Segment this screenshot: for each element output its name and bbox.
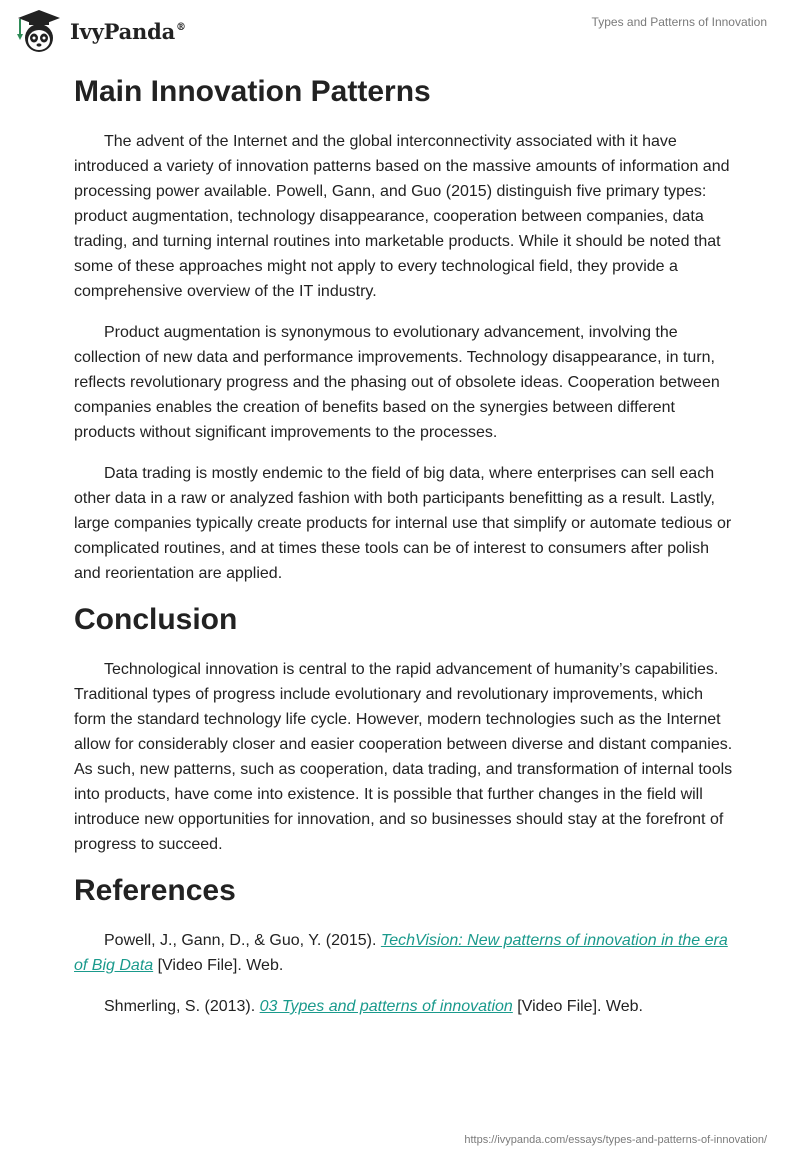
- reference-item: [74, 928, 734, 978]
- reference-prefix: Shmerling, S. (2013).: [104, 998, 260, 1015]
- reference-suffix: [Video File]. Web.: [512, 998, 643, 1015]
- reference-suffix: [Video File]. Web.: [153, 957, 284, 974]
- ivypanda-logo[interactable]: [14, 8, 186, 54]
- paragraph: The advent of the Internet and the global interconnectivity associated with it have introduced a variety of innovation patterns based on the massive amounts of information and processing power available. Powell, Gann, and Guo (2015) distinguish five primary types: product augmentation, technology disappearance, cooperation between companies, data trading, and turning internal routines into marketable products. While it should be noted that some of these approaches might not apply to every technological field, they provide a comprehensive overview of the IT industry.: [74, 133, 730, 300]
- paragraph: Data trading is mostly endemic to the field of big data, where enterprises can sell each other data in a raw or analyzed fashion with both participants benefitting as a result. Lastly, large companies typically create products for internal use that simplify or automate tedious or complicated routines, and at times these tools can be of interest to consumers after polish and reorientation are applied.: [74, 465, 732, 582]
- reference-link[interactable]: 03 Types and patterns of innovation: [259, 998, 513, 1015]
- heading-references: References: [74, 874, 236, 907]
- footer-url[interactable]: https://ivypanda.com/essays/types-and-patterns-of-innovation/: [464, 1134, 767, 1146]
- essay-content: [74, 70, 734, 1019]
- reference-item: [74, 994, 734, 1019]
- page-header: [0, 0, 800, 60]
- document-title: Types and Patterns of Innovation: [591, 15, 767, 29]
- reference-link[interactable]: TechVision: New patterns of innovation in the era of Big Data: [74, 932, 728, 974]
- heading-conclusion: Conclusion: [74, 603, 238, 636]
- panda-icon: [14, 8, 64, 54]
- paragraph: Product augmentation is synonymous to evolutionary advancement, involving the collection of new data and performance improvements. Technology disappearance, in turn, reflects revolutionary progress and the phasing out of obsolete ideas. Cooperation between companies enables the creation of benefits based on the synergies between different products without significant improvements to the processes.: [74, 324, 720, 441]
- logo-text: IvyPanda®: [70, 18, 186, 44]
- reference-prefix: Powell, J., Gann, D., & Guo, Y. (2015).: [104, 932, 381, 949]
- paragraph: Technological innovation is central to the rapid advancement of humanity’s capabilities. Traditional types of progress include evolutionary and revolutionary improvements, which form the standard technology life cycle. However, modern technologies such as the Internet allow for considerably closer and easier cooperation between diverse and distant companies. As such, new patterns, such as cooperation, data trading, and transformation of internal tools into products, have come into existence. It is possible that further changes in the field will introduce new opportunities for innovation, and so businesses should stay at the forefront of progress to succeed.: [74, 661, 733, 853]
- registered-mark: ®: [176, 21, 186, 33]
- heading-main-innovation-patterns: Main Innovation Patterns: [74, 75, 431, 108]
